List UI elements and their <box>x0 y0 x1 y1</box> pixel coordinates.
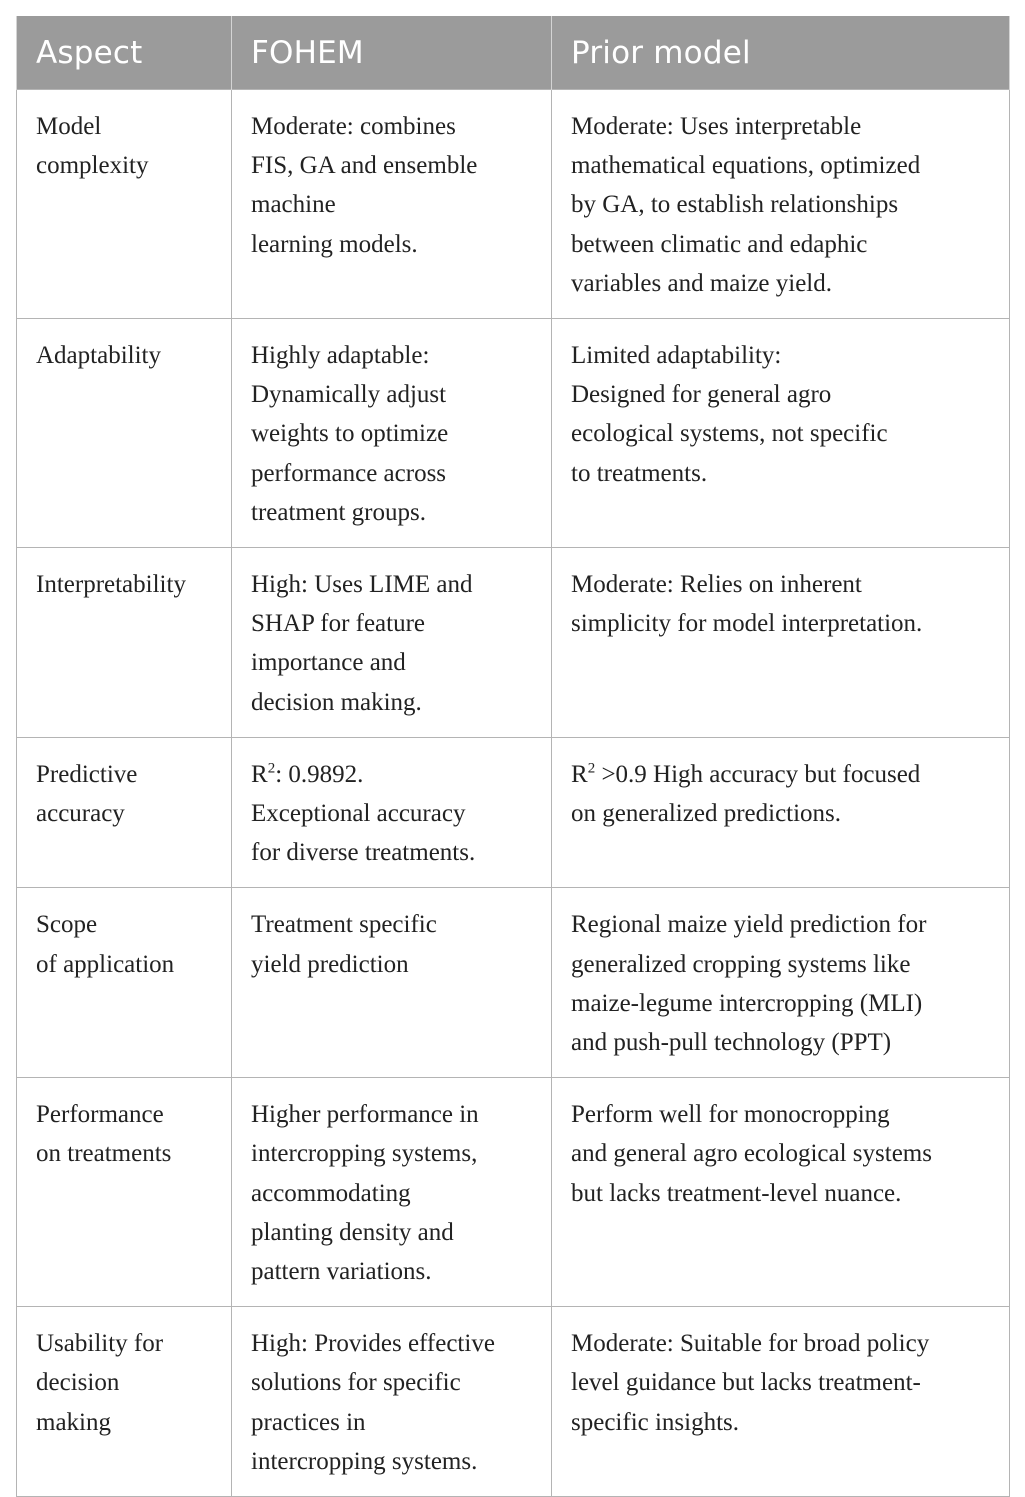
comparison-table-container <box>16 16 1009 1497</box>
table-row <box>17 1078 1010 1307</box>
table-row <box>17 548 1010 738</box>
cell-aspect: Scope of application <box>17 888 232 1078</box>
table-row <box>17 1307 1010 1497</box>
cell-aspect: Performance on treatments <box>17 1078 232 1307</box>
table-row <box>17 737 1010 888</box>
superscript-two: 2 <box>587 760 596 777</box>
cell-aspect: Usability for decision making <box>17 1307 232 1497</box>
cell-aspect: Interpretability <box>17 548 232 738</box>
table-body <box>17 90 1010 1497</box>
cell-aspect: Adaptability <box>17 319 232 548</box>
cell-fohem: High: Uses LIME and SHAP for feature importance and decision making. <box>232 548 552 738</box>
comparison-table <box>16 16 1010 1497</box>
cell-aspect: Predictive accuracy <box>17 737 232 888</box>
cell-prior-model <box>552 737 1010 888</box>
header-aspect: Aspect <box>17 16 232 90</box>
cell-prior-model: Perform well for monocropping and general agro ecological systems but lacks treatment-level nuance. <box>552 1078 1010 1307</box>
header-row <box>17 16 1010 90</box>
cell-fohem: Moderate: combines FIS, GA and ensemble machine learning models. <box>232 90 552 319</box>
r-symbol: R <box>571 760 588 788</box>
cell-prior-model: Limited adaptability: Designed for general agro ecological systems, not specific to treatments. <box>552 319 1010 548</box>
superscript-two: 2 <box>267 760 276 777</box>
cell-prior-model: Moderate: Uses interpretable mathematical equations, optimized by GA, to establish relationships between climatic and edaphic variables and maize yield. <box>552 90 1010 319</box>
r-symbol: R <box>251 760 268 788</box>
header-prior-model: Prior model <box>552 16 1010 90</box>
table-row <box>17 319 1010 548</box>
cell-text: : 0.9892. Exceptional accuracy for diverse treatments. <box>251 760 476 867</box>
cell-fohem: Higher performance in intercropping systems, accommodating planting density and pattern variations. <box>232 1078 552 1307</box>
cell-aspect: Model complexity <box>17 90 232 319</box>
cell-fohem: Treatment specific yield prediction <box>232 888 552 1078</box>
table-header <box>17 16 1010 90</box>
header-fohem: FOHEM <box>232 16 552 90</box>
cell-fohem: Highly adaptable: Dynamically adjust weights to optimize performance across treatment groups. <box>232 319 552 548</box>
table-row <box>17 888 1010 1078</box>
cell-fohem <box>232 737 552 888</box>
cell-fohem: High: Provides effective solutions for specific practices in intercropping systems. <box>232 1307 552 1497</box>
table-row <box>17 90 1010 319</box>
cell-prior-model: Regional maize yield prediction for generalized cropping systems like maize-legume intercropping (MLI) and push-pull technology (PPT) <box>552 888 1010 1078</box>
cell-prior-model: Moderate: Suitable for broad policy level guidance but lacks treatment- specific insights. <box>552 1307 1010 1497</box>
cell-text: >0.9 High accuracy but focused on generalized predictions. <box>571 760 921 828</box>
cell-prior-model: Moderate: Relies on inherent simplicity for model interpretation. <box>552 548 1010 738</box>
